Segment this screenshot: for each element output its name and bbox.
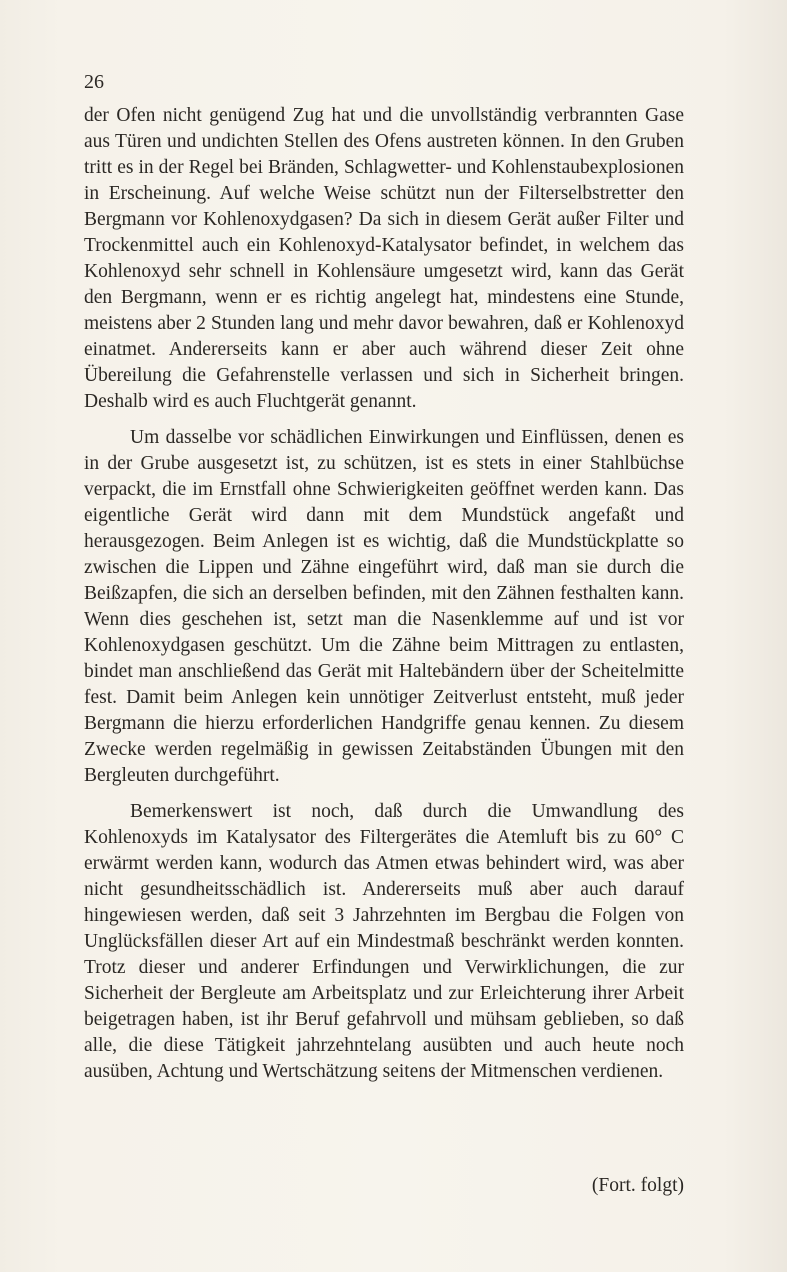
paragraph-3: Bemerkenswert ist noch, daß durch die Umwandlung des Kohlenoxyds im Katalysator des Filtergerätes die Atemluft bis zu 60° C erwärmt werden kann, wodurch das Atmen etwas behindert wird, was aber nicht gesundheitsschädlich ist. Andererseits muß aber auch darauf hingewiesen werden, daß seit 3 Jahrzehnten im Bergbau die Folgen von Unglücksfällen dieser Art auf ein Mindestmaß beschränkt werden konnten. Trotz dieser und anderer Erfindungen und Verwirklichungen, die zur Sicherheit der Bergleute am Arbeitsplatz und zur Erleichterung ihrer Arbeit beigetragen haben, ist ihr Beruf gefahrvoll und mühsam geblieben, so daß alle, die diese Tätigkeit jahrzehntelang ausübten und auch heute noch ausüben, Achtung und Wertschätzung seitens der Mitmenschen verdienen. — [84, 801, 684, 1082]
page-number: 26 — [84, 71, 104, 93]
paragraph-2: Um dasselbe vor schädlichen Einwirkungen und Einflüssen, denen es in der Grube ausgesetzt ist, zu schützen, ist es stets in einer Stahlbüchse verpackt, die im Ernstfall ohne Schwierigkeiten geöffnet werden kann. Das eigentliche Gerät wird dann mit dem Mundstück angefaßt und herausgezogen. Beim Anlegen ist es wichtig, daß die Mundstückplatte so zwischen die Lippen und Zähne eingeführt wird, daß man sie durch die Beißzapfen, die sich an derselben befinden, mit den Zähnen festhalten kann. Wenn dies geschehen ist, setzt man die Nasenklemme auf und ist vor Kohlenoxydgasen geschützt. Um die Zähne beim Mittragen zu entlasten, bindet man anschließend das Gerät mit Haltebändern über der Scheitelmitte fest. Damit beim Anlegen kein unnötiger Zeitverlust entsteht, muß jeder Bergmann die hierzu erforderlichen Handgriffe genau kennen. Zu diesem Zwecke werden regelmäßig in gewissen Zeitabständen Übungen mit den Bergleuten durchgeführt. — [84, 427, 684, 786]
article-body — [84, 103, 684, 1085]
continuation-note: (Fort. folgt) — [591, 1175, 684, 1196]
paragraph-1: der Ofen nicht genügend Zug hat und die unvollständig verbrannten Gase aus Türen und undichten Stellen des Ofens austreten können. In den Gruben tritt es in der Regel bei Bränden, Schlagwetter- und Kohlenstaubexplosionen in Erscheinung. Auf welche Weise schützt nun der Filterselbstretter den Bergmann vor Kohlenoxydgasen? Da sich in diesem Gerät außer Filter und Trockenmittel auch ein Kohlenoxyd-Katalysator befindet, in welchem das Kohlenoxyd sehr schnell in Kohlensäure umgesetzt wird, kann das Gerät den Bergmann, wenn er es richtig angelegt hat, mindestens eine Stunde, meistens aber 2 Stunden lang und mehr davor bewahren, daß er Kohlenoxyd einatmet. Andererseits kann er aber auch während dieser Zeit ohne Übereilung die Gefahrenstelle verlassen und sich in Sicherheit bringen. Deshalb wird es auch Fluchtgerät genannt. — [84, 105, 684, 412]
